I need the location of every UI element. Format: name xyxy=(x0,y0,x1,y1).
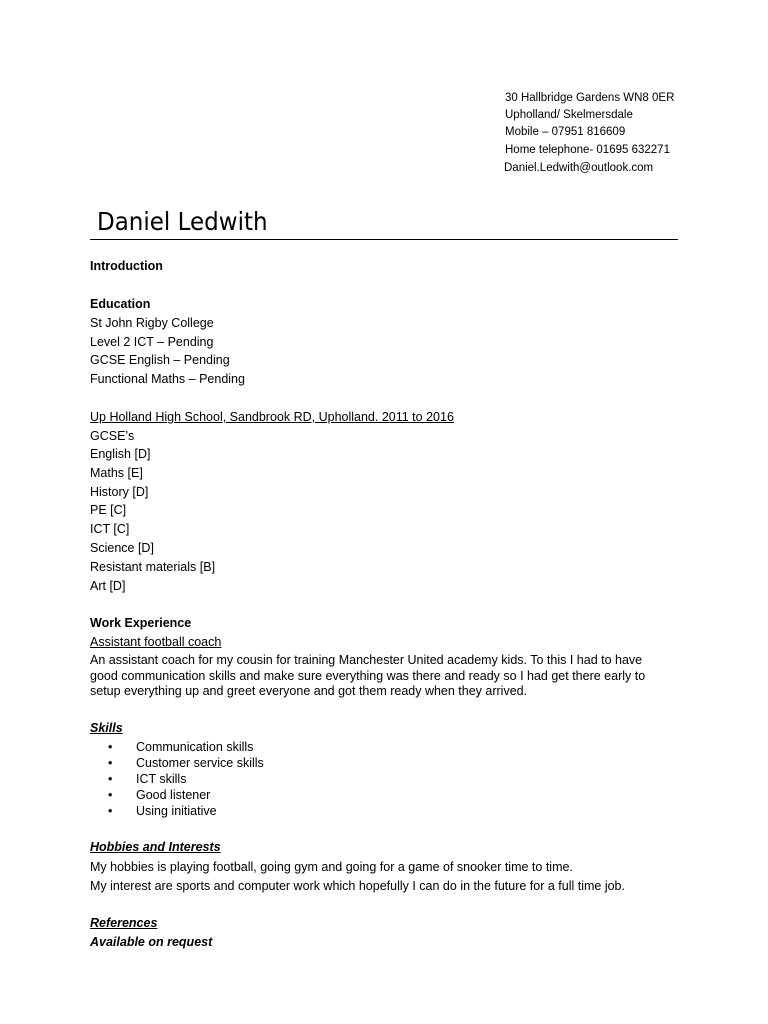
bullet-icon: • xyxy=(108,772,113,786)
home-telephone: Home telephone- 01695 632271 xyxy=(505,144,670,156)
references-heading: References xyxy=(90,916,158,930)
address-line-2: Upholland/ Skelmersdale xyxy=(505,109,633,121)
name-divider xyxy=(90,239,678,240)
work-experience-heading: Work Experience xyxy=(90,616,192,630)
college-course: Functional Maths – Pending xyxy=(90,372,245,386)
work-description: An assistant coach for my cousin for training Manchester United academy kids. To this I had to have good communication skills and make sure everything was there and ready so I had get there early to setup everything up and greet everyone and got them ready when they arrived. xyxy=(90,653,646,698)
hobbies-heading: Hobbies and Interests xyxy=(90,840,221,854)
bullet-icon: • xyxy=(108,756,113,770)
interests-text: My interest are sports and computer work which hopefully I can do in the future for a full time job. xyxy=(90,879,625,893)
candidate-name: Daniel Ledwith xyxy=(97,207,268,236)
references-text: Available on request xyxy=(90,935,213,949)
mobile-number: Mobile – 07951 816609 xyxy=(505,126,626,138)
introduction-heading: Introduction xyxy=(90,259,163,273)
college-name: St John Rigby College xyxy=(90,316,214,330)
gcse-item: Maths [E] xyxy=(90,466,143,480)
gcse-item: History [D] xyxy=(90,485,149,499)
college-course: Level 2 ICT – Pending xyxy=(90,335,214,349)
bullet-icon: • xyxy=(108,740,113,754)
address-line-1: 30 Hallbridge Gardens WN8 0ER xyxy=(505,92,675,104)
gcse-label: GCSE’s xyxy=(90,429,135,443)
skill-label: Using initiative xyxy=(136,804,217,818)
bullet-icon: • xyxy=(108,804,113,818)
hobbies-text: My hobbies is playing football, going gym and going for a game of snooker time to time. xyxy=(90,860,573,874)
email-address: Daniel.Ledwith@outlook.com xyxy=(504,162,654,174)
gcse-item: PE [C] xyxy=(90,503,127,517)
college-course: GCSE English – Pending xyxy=(90,353,230,367)
skill-label: Communication skills xyxy=(136,740,254,754)
gcse-item: Science [D] xyxy=(90,541,154,555)
work-role: Assistant football coach xyxy=(90,635,222,649)
skill-label: ICT skills xyxy=(136,772,187,786)
gcse-item: English [D] xyxy=(90,447,151,461)
gcse-item: Art [D] xyxy=(90,579,126,593)
education-heading: Education xyxy=(90,297,151,311)
skill-label: Good listener xyxy=(136,788,211,802)
bullet-icon: • xyxy=(108,788,113,802)
gcse-item: Resistant materials [B] xyxy=(90,560,216,574)
school-name: Up Holland High School, Sandbrook RD, Upholland. 2011 to 2016 xyxy=(90,410,454,424)
skill-label: Customer service skills xyxy=(136,756,264,770)
gcse-item: ICT [C] xyxy=(90,522,130,536)
skills-heading: Skills xyxy=(90,721,123,735)
